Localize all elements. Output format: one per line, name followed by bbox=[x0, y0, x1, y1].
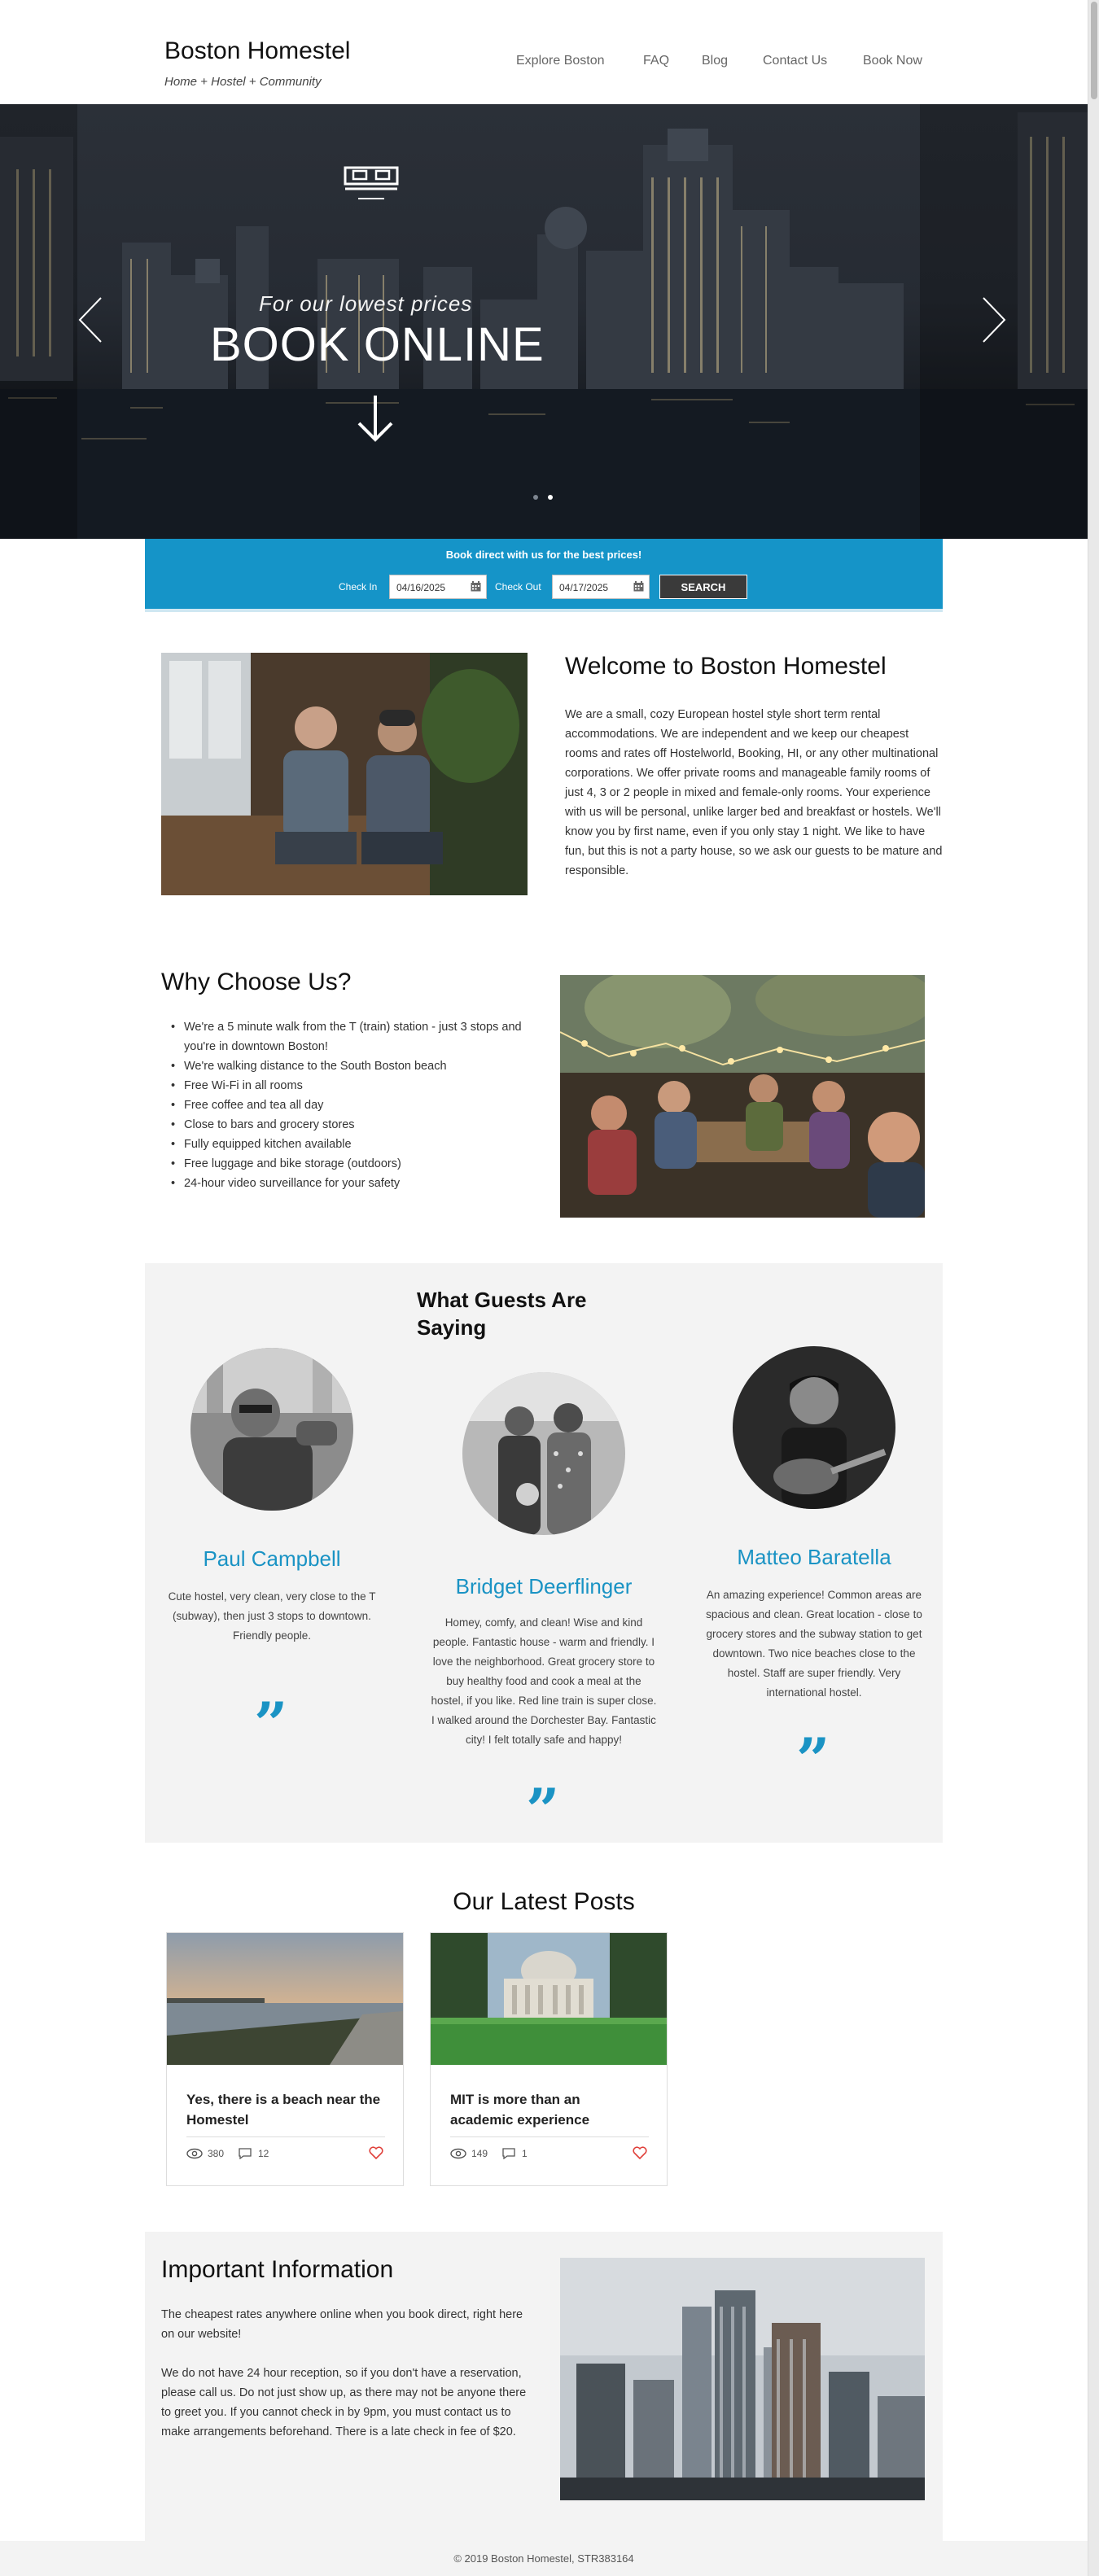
hero-side-shade-left bbox=[0, 104, 77, 539]
info-photo-boston-skyline bbox=[560, 2258, 925, 2500]
site-title[interactable]: Boston Homestel bbox=[164, 37, 351, 64]
posts-title: Our Latest Posts bbox=[453, 1888, 635, 1915]
hero-slideshow bbox=[0, 104, 1088, 539]
check-out-value: 04/17/2025 bbox=[559, 582, 609, 593]
testimonials-section bbox=[145, 1263, 943, 1843]
quote-icon: ” bbox=[526, 1775, 560, 1844]
check-in-field[interactable] bbox=[389, 575, 487, 599]
info-title: Important Information bbox=[161, 2256, 394, 2283]
nav-blog[interactable]: Blog bbox=[702, 54, 729, 68]
views-count: 149 bbox=[471, 2148, 488, 2159]
info-paragraph: The cheapest rates anywhere online when you book direct, right here on our website! bbox=[161, 2308, 523, 2341]
post-card[interactable] bbox=[430, 1932, 668, 2186]
site-tagline: Home + Hostel + Community bbox=[164, 75, 322, 89]
booking-heading: Book direct with us for the best prices! bbox=[445, 549, 642, 561]
why-item: • Free luggage and bike storage (outdoors) bbox=[184, 1154, 542, 1174]
post-image-mit[interactable] bbox=[431, 1933, 667, 2065]
check-out-label: Check Out bbox=[495, 581, 541, 593]
why-title: Why Choose Us? bbox=[161, 969, 352, 995]
why-item: • 24-hour video surveillance for your safety bbox=[184, 1174, 542, 1193]
post-card[interactable] bbox=[166, 1932, 404, 2186]
search-button[interactable]: SEARCH bbox=[659, 575, 747, 599]
check-out-field[interactable] bbox=[552, 575, 650, 599]
avatar-bridget-deerflinger bbox=[462, 1372, 625, 1535]
welcome-title: Welcome to Boston Homestel bbox=[565, 653, 887, 680]
footer-copyright: © 2019 Boston Homestel, STR383164 bbox=[453, 2552, 634, 2565]
views-icon bbox=[450, 2148, 466, 2159]
slide-dot-2[interactable] bbox=[548, 495, 553, 500]
guest-name: Bridget Deerflinger bbox=[455, 1574, 633, 1599]
avatar-matteo-baratella bbox=[733, 1346, 895, 1509]
guest-name: Paul Campbell bbox=[203, 1546, 341, 1571]
chevron-left-icon[interactable] bbox=[77, 296, 104, 343]
comment-icon bbox=[239, 2148, 252, 2159]
nav-faq[interactable]: FAQ bbox=[643, 54, 670, 68]
why-item: • Free Wi-Fi in all rooms bbox=[184, 1076, 542, 1096]
heart-icon[interactable] bbox=[369, 2146, 383, 2159]
hero-kicker: For our lowest prices bbox=[259, 291, 473, 316]
quote-icon: ” bbox=[796, 1725, 830, 1794]
nav-book-now[interactable]: Book Now bbox=[863, 54, 922, 68]
important-info-section bbox=[145, 2232, 943, 2541]
comments-count: 1 bbox=[522, 2148, 528, 2159]
views-count: 380 bbox=[208, 2148, 225, 2159]
nav-contact-us[interactable]: Contact Us bbox=[763, 54, 828, 68]
info-paragraph: We do not have 24 hour reception, so if you don't have a reservation, please call us. Do not just show up, as there may not be anyone there to greet you. If you cannot check in by 9pm, you must contact us to make arrangements beforehand. There is a late check in fee of $20. bbox=[161, 2367, 527, 2438]
site-header bbox=[0, 0, 1088, 104]
views-icon bbox=[186, 2148, 203, 2159]
booking-bar bbox=[145, 539, 943, 612]
guest-review: Homey, comfy, and clean! Wise and kind people. Fantastic house - warm and friendly. I love the neighborhood. Great grocery store to buy healthy food and cook a meal at the hostel, if you like. Red line train is super close. I walked around the Dorchester Bay. Fantastic city! I felt totally safe and happy! bbox=[431, 1616, 657, 1746]
site-footer bbox=[0, 2541, 1088, 2576]
post-title[interactable]: MIT is more than an academic experience bbox=[450, 2092, 590, 2128]
hero-title: BOOK ONLINE bbox=[210, 318, 545, 371]
why-item: • We're a 5 minute walk from the T (train) station - just 3 stops and you're in downtown Boston! bbox=[184, 1017, 542, 1056]
check-in-value: 04/16/2025 bbox=[396, 582, 446, 593]
guest-review: Cute hostel, very clean, very close to the T (subway), then just 3 stops to downtown. Friendly people. bbox=[168, 1590, 376, 1642]
why-list bbox=[184, 1017, 542, 1193]
heart-icon[interactable] bbox=[633, 2146, 647, 2159]
post-image-beach[interactable] bbox=[167, 1933, 403, 2065]
why-item: • Free coffee and tea all day bbox=[184, 1096, 542, 1115]
post-divider bbox=[186, 2136, 385, 2137]
why-photo-party bbox=[560, 975, 925, 1218]
comment-icon bbox=[502, 2148, 515, 2159]
why-item: • Close to bars and grocery stores bbox=[184, 1115, 542, 1135]
chevron-right-icon[interactable] bbox=[980, 296, 1008, 343]
bed-icon bbox=[342, 156, 401, 202]
nav-explore-boston[interactable]: Explore Boston bbox=[516, 54, 605, 68]
quote-icon: ” bbox=[254, 1689, 288, 1758]
calendar-icon[interactable] bbox=[471, 581, 481, 592]
guest-review: An amazing experience! Common areas are spacious and clean. Great location - close to grocery stores and the subway station to get downtown. Two nice beaches close to the hostel. Staff are super friendly. Very international hostel. bbox=[706, 1589, 922, 1699]
page-scrollbar[interactable] bbox=[1088, 0, 1099, 2576]
scrollbar-thumb[interactable] bbox=[1091, 2, 1097, 99]
post-title[interactable]: Yes, there is a beach near the Homestel bbox=[186, 2092, 381, 2128]
arrow-down-icon[interactable] bbox=[356, 394, 395, 443]
post-divider bbox=[450, 2136, 649, 2137]
comments-count: 12 bbox=[258, 2148, 269, 2159]
slide-dot-1[interactable] bbox=[533, 495, 538, 500]
why-item: • We're walking distance to the South Boston beach bbox=[184, 1056, 542, 1076]
calendar-icon[interactable] bbox=[633, 581, 644, 592]
check-in-label: Check In bbox=[339, 581, 378, 593]
avatar-paul-campbell bbox=[190, 1348, 353, 1511]
welcome-photo-two-men bbox=[161, 653, 528, 895]
testimonials-title: What Guests Are Saying bbox=[417, 1288, 587, 1340]
welcome-body: We are a small, cozy European hostel style short term rental accommodations. We are independent and we keep our cheapest rooms and rates off Hostelworld, Booking, HI, or any other multinational corporations. We offer private rooms and manageable family rooms of just 4, 3 or 2 people in mixed and female-only rooms. Your experience with us will be personal, unlike larger bed and breakfast or hostels. We'll know you by first name, even if you only stay 1 night. We like to have fun, but this is not a party house, so we ask our guests to be mature and responsible. bbox=[565, 708, 943, 877]
guest-name: Matteo Baratella bbox=[737, 1545, 891, 1569]
why-item: • Fully equipped kitchen available bbox=[184, 1135, 542, 1154]
